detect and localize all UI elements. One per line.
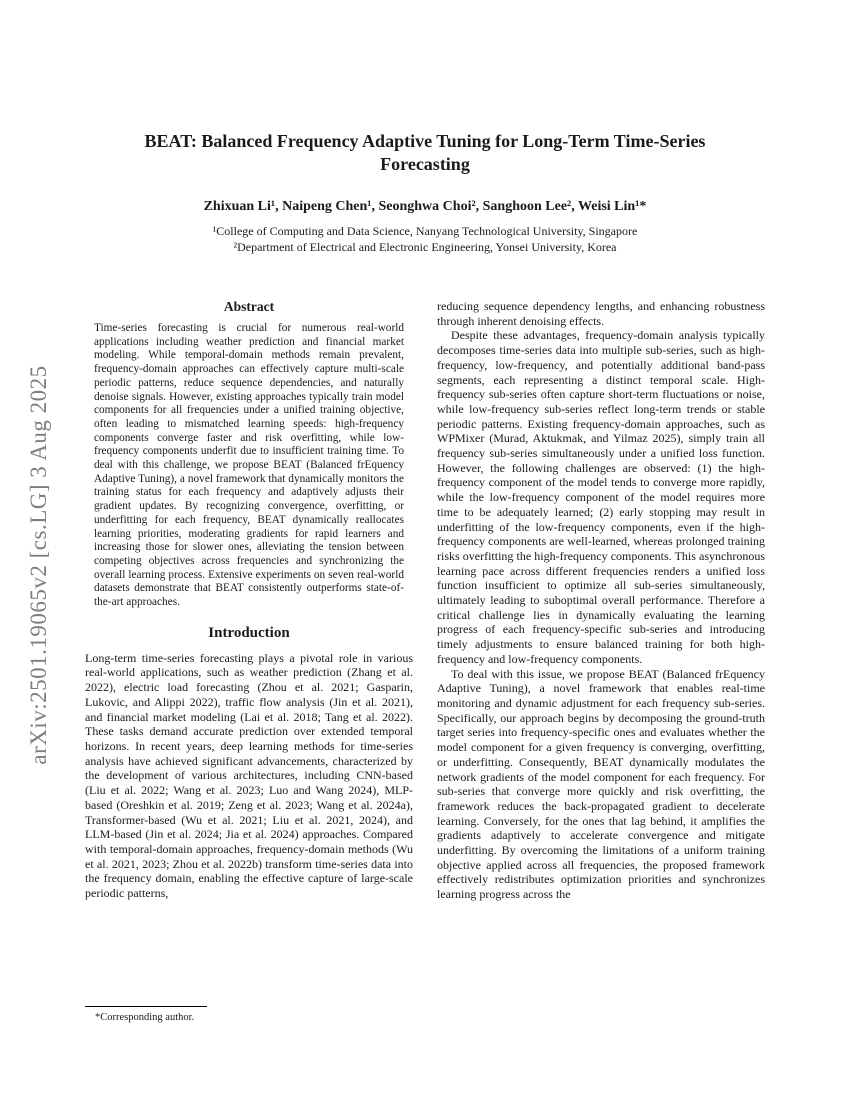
arxiv-watermark: arXiv:2501.19065v2 [cs.LG] 3 Aug 2025 [26, 365, 51, 765]
footnote-text: *Corresponding author. [95, 1012, 195, 1023]
right-column [437, 299, 765, 902]
footnote-rule [85, 1006, 207, 1007]
paper-title: BEAT: Balanced Frequency Adaptive Tuning for Long-Term Time-Series Forecasting [144, 131, 706, 174]
affiliation-2: ²Department of Electrical and Electronic Engineering, Yonsei University, Korea [233, 240, 617, 254]
paper-content [85, 0, 765, 1100]
intro-paragraph-1-left: Long-term time-series forecasting plays a pivotal role in various real-world applications, such as weather prediction (Zhang et al. 2022), electric load forecasting (Zhou et al. 2021; Gasparin, Lukovic, and Alippi 2022), traffic flow analysis (Jin et al. 2021), and financial market modeling (Lai et al. 2018; Tang et al. 2022). These tasks demand accurate prediction over extended temporal horizons. In recent years, deep learning methods for time-series analysis have achieved significant advancements, characterized by the development of various architectures, including CNN-based (Liu et al. 2022; Wang et al. 2023; Luo and Wang 2024), MLP-based (Oreshkin et al. 2019; Zeng et al. 2023; Wang et al. 2024a), Transformer-based (Wu et al. 2021; Liu et al. 2021, 2024), and LLM-based (Jin et al. 2024; Jia et al. 2024) approaches. Compared with temporal-domain approaches, frequency-domain methods (Wu et al. 2021, 2023; Zhou et al. 2022b) transform time-series data into the frequency domain, enabling the effective capture of large-scale periodic patterns, [85, 650, 413, 901]
affiliation-1: ¹College of Computing and Data Science, Nanyang Technological University, Singapore [212, 224, 638, 238]
footnote [85, 1006, 413, 1024]
abstract-text: Time-series forecasting is crucial for numerous real-world applications including weather prediction and financial market modeling. While temporal-domain methods remain prevalent, frequency-domain approaches can effectively capture multi-scale periodic patterns, reduce sequence dependencies, and naturally denoise signals. However, existing approaches typically train model components for all frequencies under a unified training objective, often leading to mismatched learning speeds: high-frequency components converge faster and risk overfitting, while low-frequency components underfit due to insufficient training time. To deal with this challenge, we propose BEAT (Balanced frEquency Adaptive Tuning), a novel framework that dynamically monitors the training status for each frequency and adaptively adjusts their gradient updates. By recognizing convergence, overfitting, or underfitting for each frequency, BEAT dynamically reallocates learning priorities, moderating gradients for rapid learners and increasing those for slower ones, alleviating the tension between competing objectives across frequencies and synchronizing the overall learning process. Extensive experiments on seven real-world datasets demonstrate that BEAT consistently outperforms state-of-the-art approaches. [94, 322, 404, 609]
left-column [85, 299, 413, 902]
abstract-heading: Abstract [223, 299, 275, 314]
intro-paragraph-1-continued: reducing sequence dependency lengths, and enhancing robustness through inherent denoising effects. [437, 299, 765, 328]
intro-paragraph-2: Despite these advantages, frequency-domain analysis typically decomposes time-series data into multiple sub-series, such as high-frequency, low-frequency, and potentially additional band-pass segments, each representing a distinct temporal scale. High-frequency sub-series often capture short-term fluctuations or noise, while low-frequency sub-series reflect long-term trends or stable periodic patterns. Existing frequency-domain approaches, such as WPMixer (Murad, Aktukmak, and Yilmaz 2025), simply train all frequency sub-series simultaneously under a unified loss function. However, the following challenges are observed: (1) the high-frequency component of the model tends to converge more rapidly, while the low-frequency component of the model requires more time to be adequately learned; (2) early stopping may result in underfitting of the low-frequency components, even if the high-frequency components are well-learned, whereas prolonged training risks overfitting the high-frequency components. This asynchronous learning pace across different frequencies renders a unified loss function insufficient to optimize all sub-series simultaneously, ultimately leading to suboptimal overall performance. Therefore a critical challenge lies in dynamically evaluating the learning progress of each frequency-specific sub-series and introducing timely adjustments to ensure balanced training for both high-frequency and low-frequency components. [437, 328, 765, 666]
author-line: Zhixuan Li¹, Naipeng Chen¹, Seonghwa Choi², Sanghoon Lee², Weisi Lin¹* [203, 199, 647, 214]
introduction-heading: Introduction [208, 624, 290, 641]
intro-paragraph-3: To deal with this issue, we propose BEAT (Balanced frEquency Adaptive Tuning), a novel framework that enables real-time monitoring and dynamic adjustment for each frequency sub-series. Specifically, our approach begins by decomposing the ground-truth target series into frequency-specific ones and evaluates whether the model component for a given frequency is converging, overfitting, or underfitting. Consequently, BEAT dynamically modulates the network gradients of the model component for each frequency. For sub-series that converge more quickly and risk overfitting, the framework reduces the back-propagated gradient to decelerate learning. Conversely, for the ones that lag behind, it amplifies the gradients adaptively to accelerate convergence and mitigate underfitting. By overcoming the limitations of a uniform training objective applied across all frequencies, the proposed framework effectively redistributes optimization priorities and synchronizes learning progress across the [437, 666, 765, 902]
two-column-body [85, 299, 765, 902]
